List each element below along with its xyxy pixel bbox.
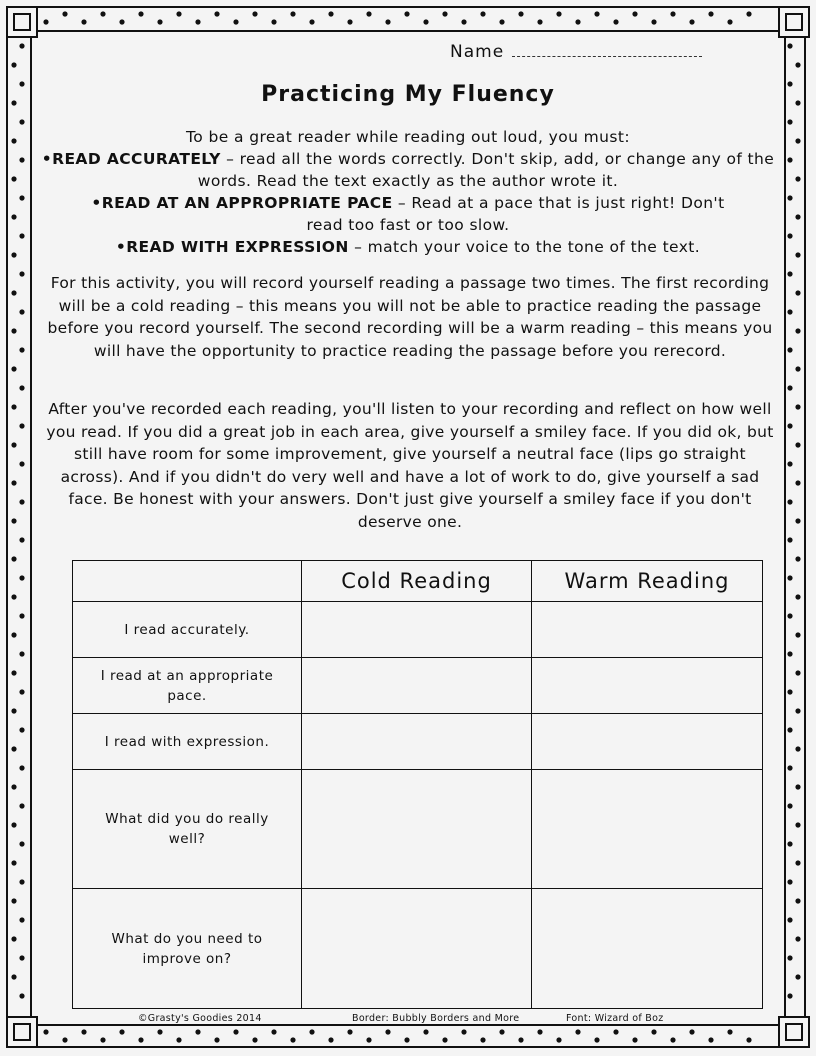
border-dot: [11, 138, 16, 143]
border-dot: [795, 556, 800, 561]
border-dot: [787, 233, 792, 238]
border-dot: [787, 385, 792, 390]
border-dot: [233, 19, 238, 24]
border-dot: [795, 252, 800, 257]
border-dot: [787, 195, 792, 200]
border-dot: [11, 442, 16, 447]
border-dot: [19, 423, 24, 428]
border-dot: [442, 1037, 447, 1042]
intro-item-heading: •READ WITH EXPRESSION: [115, 238, 349, 256]
border-dot: [404, 1037, 409, 1042]
border-dot: [100, 11, 105, 16]
border-dot: [19, 461, 24, 466]
border-dot: [233, 1029, 238, 1034]
border-dot: [347, 1029, 352, 1034]
border-dot: [11, 670, 16, 675]
border-dot: [11, 328, 16, 333]
border-dot: [499, 19, 504, 24]
border-dot: [19, 803, 24, 808]
activity-paragraph: For this activity, you will record yourself reading a passage two times. The first recording will be a cold reading – this means you will not be able to practice reading the passage before you record yourself. The second recording will be a warm reading – this means you will have the opportunity to practice reading the passage before you rerecord.: [47, 274, 773, 360]
border-dot: [19, 879, 24, 884]
border-dot: [19, 993, 24, 998]
corner-ornament-top-left: [6, 6, 38, 38]
border-dot: [19, 917, 24, 922]
border-dot: [11, 252, 16, 257]
border-dot: [11, 480, 16, 485]
border-dot: [795, 860, 800, 865]
border-dot: [347, 19, 352, 24]
border-dot: [19, 347, 24, 352]
border-dot: [787, 689, 792, 694]
border-dot: [795, 480, 800, 485]
border-dot: [795, 214, 800, 219]
border-dot: [556, 11, 561, 16]
intro-item-text: – match your voice to the tone of the text.: [348, 238, 701, 256]
border-dot: [787, 879, 792, 884]
border-dot: [214, 1037, 219, 1042]
border-dot: [787, 765, 792, 770]
border-dot: [787, 955, 792, 960]
border-dot: [157, 19, 162, 24]
border-dot: [19, 233, 24, 238]
border-dot: [537, 1029, 542, 1034]
corner-ornament-top-right: [778, 6, 810, 38]
border-dot: [43, 19, 48, 24]
border-dot: [787, 727, 792, 732]
border-dot: [19, 385, 24, 390]
border-dot: [795, 328, 800, 333]
border-dot: [19, 499, 24, 504]
border-dot: [670, 11, 675, 16]
border-dot: [11, 974, 16, 979]
border-dot: [795, 784, 800, 789]
border-dot: [795, 366, 800, 371]
border-dot: [632, 1037, 637, 1042]
border-dot: [11, 366, 16, 371]
column-header-warm-reading: Warm Reading: [532, 561, 763, 602]
border-dot: [19, 309, 24, 314]
border-dot: [119, 1029, 124, 1034]
border-dot: [11, 62, 16, 67]
border-dot: [651, 19, 656, 24]
intro-lead: To be a great reader while reading out loud, you must:: [186, 128, 630, 146]
border-dot: [537, 19, 542, 24]
border-dot: [795, 138, 800, 143]
warm-reading-cell[interactable]: [532, 889, 763, 1009]
border-dot: [19, 119, 24, 124]
border-dot: [461, 1029, 466, 1034]
border-dot: [62, 1037, 67, 1042]
border-dot: [195, 1029, 200, 1034]
border-dot: [138, 1037, 143, 1042]
border-dot: [11, 822, 16, 827]
border-dot: [309, 19, 314, 24]
border-dot: [795, 936, 800, 941]
border-dot: [214, 11, 219, 16]
border-dot: [81, 19, 86, 24]
border-dot: [19, 43, 24, 48]
border-dot: [787, 309, 792, 314]
border-dot: [176, 11, 181, 16]
border-dot: [404, 11, 409, 16]
table-row: [73, 658, 763, 714]
cold-reading-cell[interactable]: [302, 658, 532, 714]
footer-font-credit: Font: Wizard of Boz: [566, 1013, 664, 1024]
warm-reading-cell[interactable]: [532, 770, 763, 889]
border-dot: [518, 1037, 523, 1042]
border-dot: [746, 11, 751, 16]
border-dot: [19, 271, 24, 276]
border-dot: [19, 689, 24, 694]
border-dot: [385, 19, 390, 24]
border-dot: [727, 19, 732, 24]
border-dot: [461, 19, 466, 24]
warm-reading-cell[interactable]: [532, 602, 763, 658]
column-header-cold-reading: Cold Reading: [302, 561, 532, 602]
border-dot: [290, 11, 295, 16]
row-label-improve-on: What do you need to improve on?: [73, 889, 302, 1009]
intro-item-text: – read all the words correctly. Don't skip, add, or change any of the words. Read the text exactly as the author wrote it.: [197, 150, 775, 190]
border-dot: [252, 1037, 257, 1042]
border-dot: [11, 290, 16, 295]
border-dot: [11, 936, 16, 941]
border-dot: [727, 1029, 732, 1034]
row-label-expression: I read with expression.: [73, 714, 302, 770]
border-dot: [11, 214, 16, 219]
border-dot: [19, 651, 24, 656]
border-dot: [594, 11, 599, 16]
border-dot: [795, 404, 800, 409]
border-dot: [556, 1037, 561, 1042]
border-dot: [708, 1037, 713, 1042]
border-dot: [271, 19, 276, 24]
border-dot: [795, 746, 800, 751]
border-dot: [423, 19, 428, 24]
border-dot: [19, 727, 24, 732]
border-dot: [795, 176, 800, 181]
border-dot: [11, 708, 16, 713]
border-dot: [787, 917, 792, 922]
intro-item-heading: •READ AT AN APPROPRIATE PACE: [91, 194, 393, 212]
table-row: [73, 770, 763, 889]
border-dot: [795, 442, 800, 447]
border-dot: [787, 613, 792, 618]
border-dot: [19, 765, 24, 770]
cold-reading-cell[interactable]: [302, 714, 532, 770]
cold-reading-cell[interactable]: [302, 770, 532, 889]
warm-reading-cell[interactable]: [532, 658, 763, 714]
border-dot: [795, 632, 800, 637]
border-dot: [11, 746, 16, 751]
reflection-table: [72, 560, 763, 1009]
table-header-blank: [73, 561, 302, 602]
cold-reading-cell[interactable]: [302, 889, 532, 1009]
intro-item-expression: [40, 236, 776, 258]
border-dot: [787, 993, 792, 998]
page-title: Practicing My Fluency: [261, 82, 555, 107]
border-dot: [787, 575, 792, 580]
border-dot: [11, 556, 16, 561]
border-dot: [787, 651, 792, 656]
name-blank-line[interactable]: [512, 42, 702, 57]
border-dot: [651, 1029, 656, 1034]
border-dot: [518, 11, 523, 16]
border-dot: [11, 404, 16, 409]
border-dot: [708, 11, 713, 16]
border-dot: [787, 537, 792, 542]
border-dot: [670, 1037, 675, 1042]
intro-item-accurately: [40, 148, 776, 192]
border-dot: [43, 1029, 48, 1034]
border-dot: [252, 11, 257, 16]
border-dot: [11, 518, 16, 523]
border-dot: [787, 461, 792, 466]
border-dot: [787, 119, 792, 124]
border-dot: [328, 1037, 333, 1042]
border-dot: [19, 537, 24, 542]
border-dot: [594, 1037, 599, 1042]
border-dot: [271, 1029, 276, 1034]
border-dot: [689, 19, 694, 24]
row-label-accurately: I read accurately.: [73, 602, 302, 658]
border-dot: [290, 1037, 295, 1042]
corner-ornament-bottom-right: [778, 1016, 810, 1048]
border-dot: [423, 1029, 428, 1034]
border-dot: [499, 1029, 504, 1034]
border-dot: [795, 518, 800, 523]
border-dot: [795, 62, 800, 67]
border-dot: [787, 347, 792, 352]
footer-border-credit: Border: Bubbly Borders and More: [352, 1013, 520, 1024]
border-dot: [795, 670, 800, 675]
border-dot: [195, 19, 200, 24]
border-dot: [795, 708, 800, 713]
intro-item-heading: •READ ACCURATELY: [41, 150, 221, 168]
border-dot: [81, 1029, 86, 1034]
table-row: [73, 602, 763, 658]
border-dot: [19, 575, 24, 580]
border-dot: [480, 11, 485, 16]
border-dot: [632, 11, 637, 16]
border-dot: [11, 860, 16, 865]
border-dot: [11, 898, 16, 903]
border-dot: [575, 19, 580, 24]
border-dot: [613, 1029, 618, 1034]
cold-reading-cell[interactable]: [302, 602, 532, 658]
intro-item-pace: [40, 192, 776, 236]
border-dot: [385, 1029, 390, 1034]
border-dot: [11, 784, 16, 789]
border-dot: [787, 803, 792, 808]
name-label: Name: [450, 42, 505, 62]
border-dot: [309, 1029, 314, 1034]
table-header-row: [73, 561, 763, 602]
border-dot: [176, 1037, 181, 1042]
border-dot: [11, 632, 16, 637]
border-dot: [119, 19, 124, 24]
border-dot: [787, 423, 792, 428]
border-dot: [62, 11, 67, 16]
border-dot: [19, 157, 24, 162]
border-dot: [328, 11, 333, 16]
border-dot: [366, 11, 371, 16]
border-dot: [157, 1029, 162, 1034]
intro-item-text: – Read at a pace that is just right! Don't read too fast or too slow.: [306, 194, 725, 234]
border-dot: [138, 11, 143, 16]
intro-section: [40, 126, 776, 258]
border-dot: [100, 1037, 105, 1042]
table-row: [73, 714, 763, 770]
border-dot: [575, 1029, 580, 1034]
border-dot: [795, 898, 800, 903]
corner-ornament-bottom-left: [6, 1016, 38, 1048]
name-field[interactable]: [450, 42, 702, 62]
row-label-did-well: What did you do really well?: [73, 770, 302, 889]
border-dot: [19, 195, 24, 200]
border-dot: [613, 19, 618, 24]
border-dot: [787, 271, 792, 276]
border-dot: [11, 176, 16, 181]
table-row: [73, 889, 763, 1009]
border-dot: [11, 594, 16, 599]
border-dot: [787, 43, 792, 48]
border-dot: [787, 157, 792, 162]
border-dot: [795, 974, 800, 979]
border-dot: [787, 841, 792, 846]
border-dot: [795, 290, 800, 295]
row-label-pace: I read at an appropriate pace.: [73, 658, 302, 714]
border-dot: [19, 955, 24, 960]
footer-copyright: ©Grasty's Goodies 2014: [138, 1013, 262, 1024]
border-dot: [787, 499, 792, 504]
border-dot: [366, 1037, 371, 1042]
border-dot: [746, 1037, 751, 1042]
border-dot: [689, 1029, 694, 1034]
warm-reading-cell[interactable]: [532, 714, 763, 770]
border-dot: [480, 1037, 485, 1042]
border-dot: [795, 822, 800, 827]
border-dot: [19, 613, 24, 618]
border-dot: [795, 594, 800, 599]
border-dot: [442, 11, 447, 16]
instructions-paragraph: After you've recorded each reading, you'll listen to your recording and reflect on how well you read. If you did a great job in each area, give yourself a smiley face. If you did ok, but still have room for some improvement, give yourself a neutral face (lips go straight across). And if you didn't do very well and have a lot of work to do, give yourself a sad face. Be honest with your answers. Don't just give yourself a smiley face if you don't deserve one.: [46, 400, 774, 531]
border-dot: [19, 841, 24, 846]
